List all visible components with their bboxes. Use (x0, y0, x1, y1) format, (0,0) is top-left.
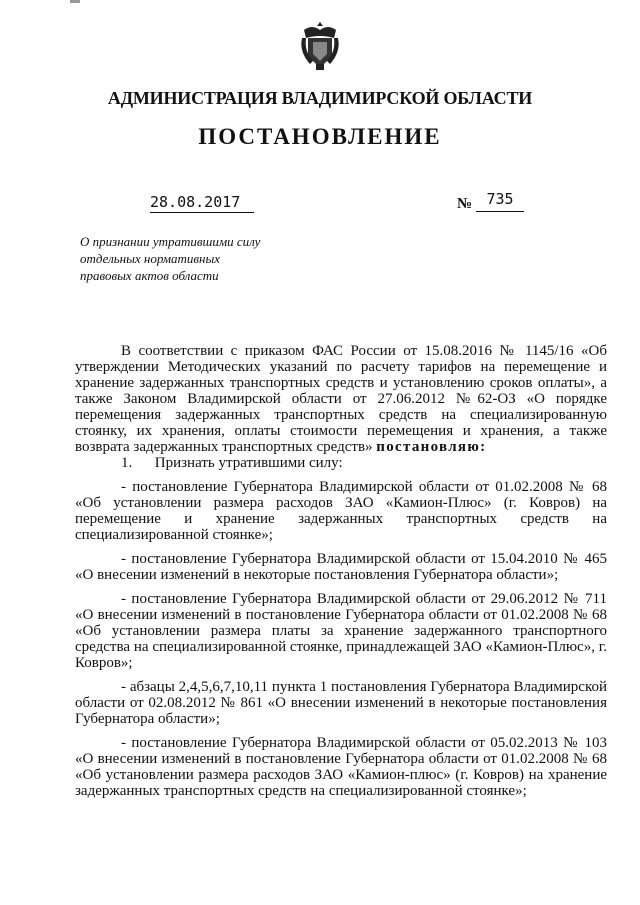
list-item: - постановление Губернатора Владимирской области от 01.02.2008 № 68 «Об установлении размера расходов ЗАО «Камион-Плюс» (г. Ковров) на перемещение и хранение задержанных транспортных средств на специализированной стоянке»; (75, 479, 607, 543)
document-body (75, 343, 607, 799)
list-item: - постановление Губернатора Владимирской области от 15.04.2010 № 465 «О внесении изменений в некоторые постановления Губернатора области»; (75, 551, 607, 583)
scan-mark (70, 0, 80, 3)
organization-name: АДМИНИСТРАЦИЯ ВЛАДИМИРСКОЙ ОБЛАСТИ (107, 88, 533, 108)
preamble-text: В соответствии с приказом ФАС России от 15.08.2016 № 1145/16 «Об утверждении Методических указаний по расчету тарифов на перемещение и хранение задержанных транспортных средств и установлению сроков оплаты», а также Законом Владимирской области от 27.06.2012 №62-ОЗ «О порядке перемещения задержанных транспортных средств на специализированную стоянку, их хранения, оплаты стоимости перемещения и хранения, а также возврата задержанных транспортных средств» (75, 343, 607, 455)
subject-line: правовых актов области (80, 268, 219, 283)
document-number: 735 (476, 190, 524, 212)
document-subject (80, 233, 260, 284)
document-date: 28.08.2017 (150, 193, 254, 213)
list-item: - постановление Губернатора Владимирской области от 29.06.2012 № 711 «О внесении изменений в постановление Губернатора области от 01.02.2008 № 68 «Об установлении размера платы за хранение задержанного транспортного средства на специализированной стоянке, принадлежащей ЗАО «Камион-Плюс», г. Ковров»; (75, 591, 607, 671)
subject-line: О признании утратившими силу (80, 234, 261, 249)
preamble-paragraph (75, 343, 607, 455)
document-type: ПОСТАНОВЛЕНИЕ (198, 124, 442, 149)
list-intro: 1. Признать утратившими силу: (121, 455, 343, 471)
number-sign: № (457, 196, 473, 212)
coat-of-arms-icon (298, 20, 342, 72)
decree-keyword: постановляю: (376, 439, 487, 455)
list-item: - абзацы 2,4,5,6,7,10,11 пункта 1 постановления Губернатора Владимирской области от 02.08.2012 № 861 «О внесении изменений в некоторые постановления Губернатора области»; (75, 679, 607, 727)
subject-line: отдельных нормативных (80, 251, 221, 266)
list-item: - постановление Губернатора Владимирской области от 05.02.2013 № 103 «О внесении изменений в постановление Губернатора области от 01.02.2008 № 68 «Об установлении размера расходов ЗАО «Камион-плюс» (г. Ковров) на хранение задержанных транспортных средств на специализированной стоянке»; (75, 735, 607, 799)
